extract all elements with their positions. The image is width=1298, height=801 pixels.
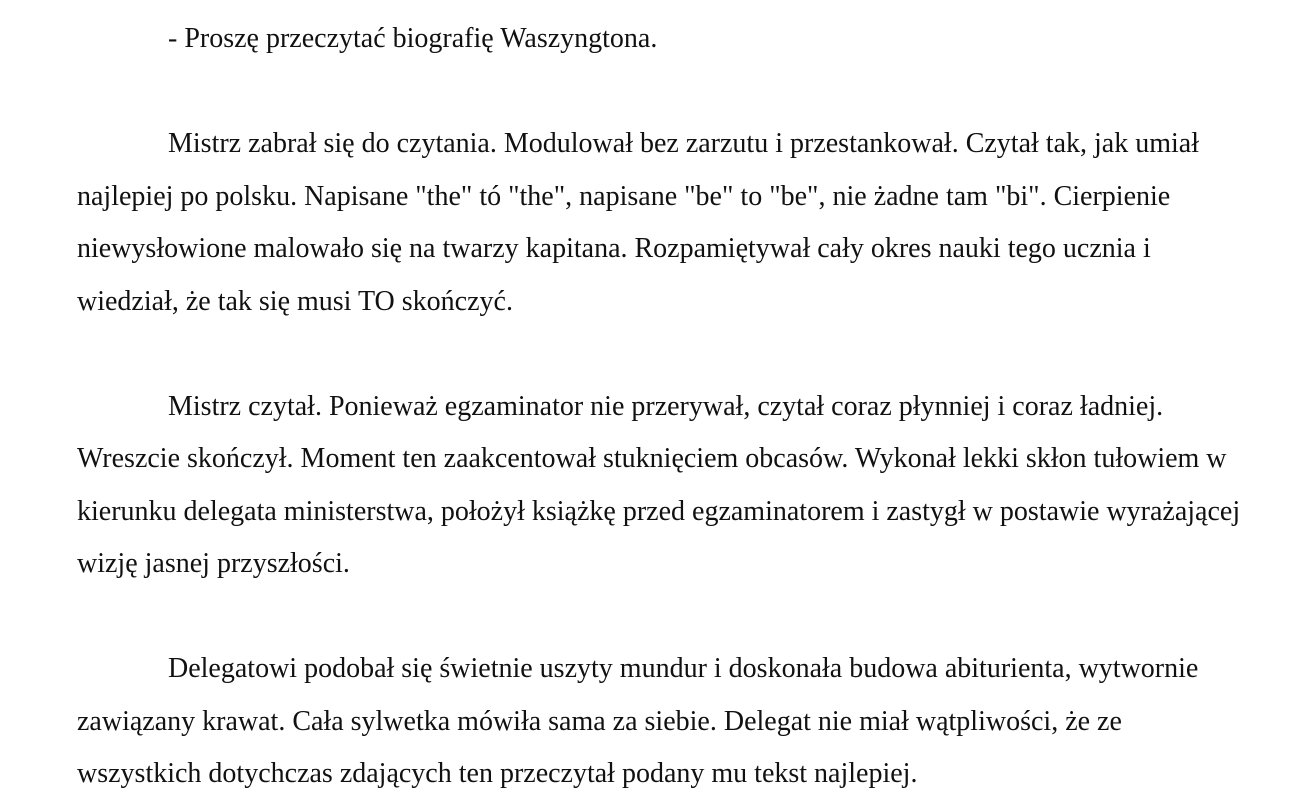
paragraph-3: Mistrz czytał. Ponieważ egzaminator nie przerywał, czytał coraz płynniej i coraz ładniej. Wreszcie skończył. Moment ten zaakcentował stuknięciem obcasów. Wykonał lekki skłon tułowiem w kierunku delegata ministerstwa, położył książkę przed egzaminatorem i zastygł w postawie wyrażającej wizję jasnej przyszłości. xyxy=(77,390,1241,579)
paragraph-1: - Proszę przeczytać biografię Waszyngtona. xyxy=(168,23,658,54)
document-page xyxy=(77,13,1247,801)
paragraph-2: Mistrz zabrał się do czytania. Modulował bez zarzutu i przestankował. Czytał tak, jak umiał najlepiej po polsku. Napisane "the" tó "the", napisane "be" to "be", nie żadne tam "bi". Cierpienie niewysłowione malowało się na twarzy kapitana. Rozpamiętywał cały okres nauki tego ucznia i wiedział, że tak się musi TO skończyć. xyxy=(77,128,1199,317)
paragraph-4: Delegatowi podobał się świetnie uszyty mundur i doskonała budowa abiturienta, wytwornie zawiązany krawat. Cała sylwetka mówiła sama za siebie. Delegat nie miał wątpliwości, że ze wszystkich dotychczas zdających ten przeczytał podany mu tekst najlepiej. xyxy=(77,653,1199,789)
